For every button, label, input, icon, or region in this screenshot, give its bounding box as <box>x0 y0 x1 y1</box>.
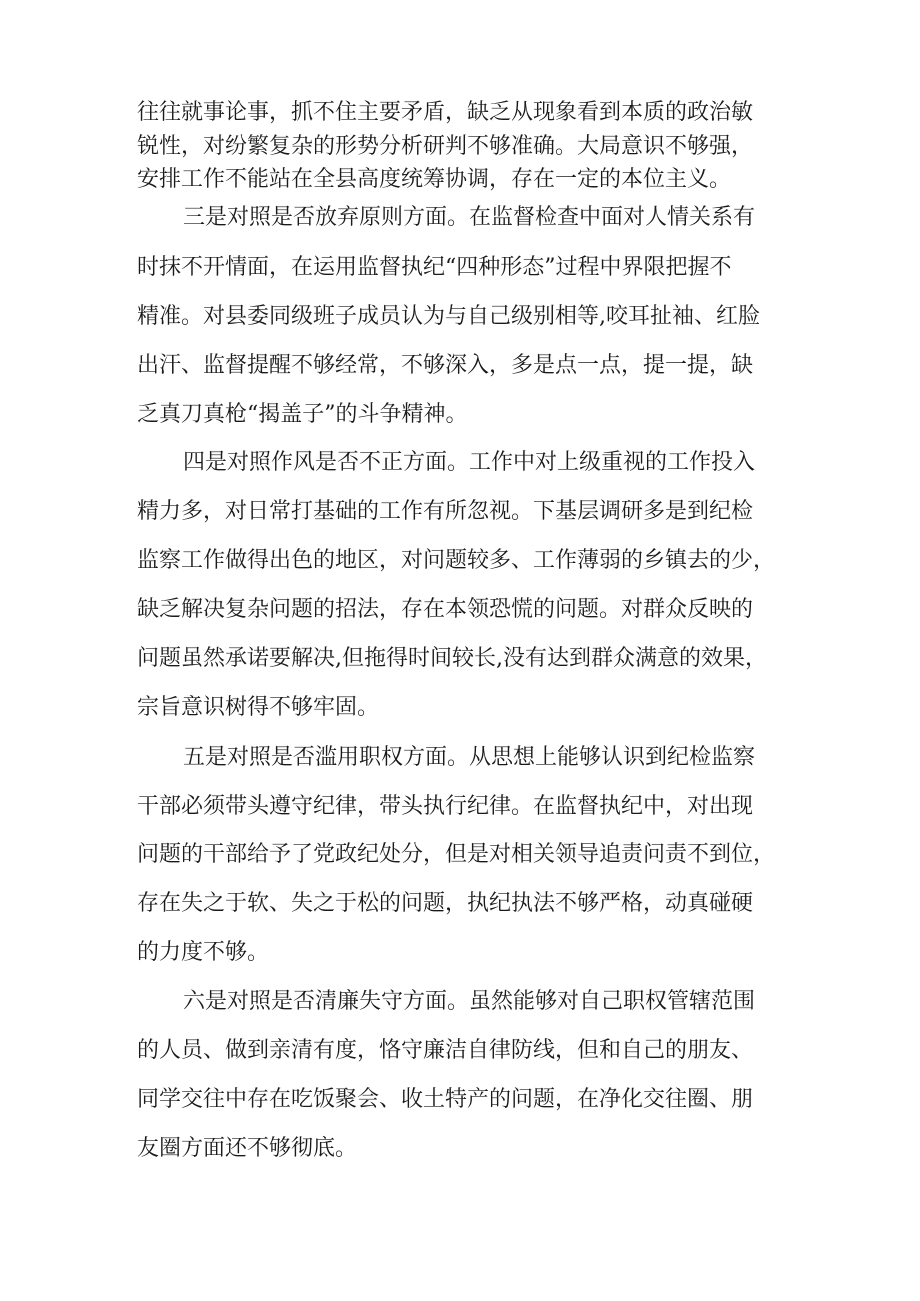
text-line: 三是对照是否放弃原则方面。在监督检查中面对人情关系有 <box>183 205 756 230</box>
text-line: 安排工作不能站在全县高度统筹协调，存在一定的本位主义。 <box>137 167 732 192</box>
text-line: 问题的干部给予了党政纪处分，但是对相关领导追责问责不到位， <box>137 842 776 867</box>
text-line: 精力多，对日常打基础的工作有所忽视。下基层调研多是到纪检 <box>137 499 754 524</box>
text-line: 友圈方面还不够彻底。 <box>137 1136 358 1161</box>
text-line: 精准。对县委同级班子成员认为与自己级别相等,咬耳扯袖、红脸 <box>137 304 760 329</box>
text-line: 的力度不够。 <box>137 940 270 965</box>
text-line: 锐性，对纷繁复杂的形势分析研判不够准确。大局意识不够强， <box>137 134 754 159</box>
text-line: 宗旨意识树得不够牢固。 <box>137 695 380 720</box>
text-line: 监察工作做得出色的地区，对问题较多、工作薄弱的乡镇去的少， <box>137 548 776 573</box>
text-line: 乏真刀真枪“揭盖子”的斗争精神。 <box>137 402 468 427</box>
text-line: 干部必须带头遵守纪律，带头执行纪律。在监督执纪中，对出现 <box>137 794 754 819</box>
text-line: 的人员、做到亲清有度，恪守廉洁自律防线，但和自己的朋友、 <box>137 1038 754 1063</box>
text-line: 四是对照作风是否不正方面。工作中对上级重视的工作投入 <box>183 450 756 475</box>
text-line: 问题虽然承诺要解决,但拖得时间较长,没有达到群众满意的效果， <box>137 646 767 671</box>
text-line: 缺乏解决复杂问题的招法，存在本领恐慌的问题。对群众反映的 <box>137 597 754 622</box>
text-line: 六是对照是否清廉失守方面。虽然能够对自己职权管辖范围 <box>183 989 756 1014</box>
text-line: 时抹不开情面，在运用监督执纪“四种形态”过程中界限把握不 <box>137 255 732 280</box>
text-line: 往往就事论事，抓不住主要矛盾，缺乏从现象看到本质的政治敏 <box>137 100 754 125</box>
text-line: 存在失之于软、失之于松的问题，执纪执法不够严格，动真碰硬 <box>137 891 754 916</box>
text-line: 出汗、监督提醒不够经常，不够深入，多是点一点，提一提，缺 <box>137 353 754 378</box>
text-line: 五是对照是否滥用职权方面。从思想上能够认识到纪检监察 <box>183 745 756 770</box>
text-line: 同学交往中存在吃饭聚会、收土特产的问题，在净化交往圈、朋 <box>137 1087 754 1112</box>
